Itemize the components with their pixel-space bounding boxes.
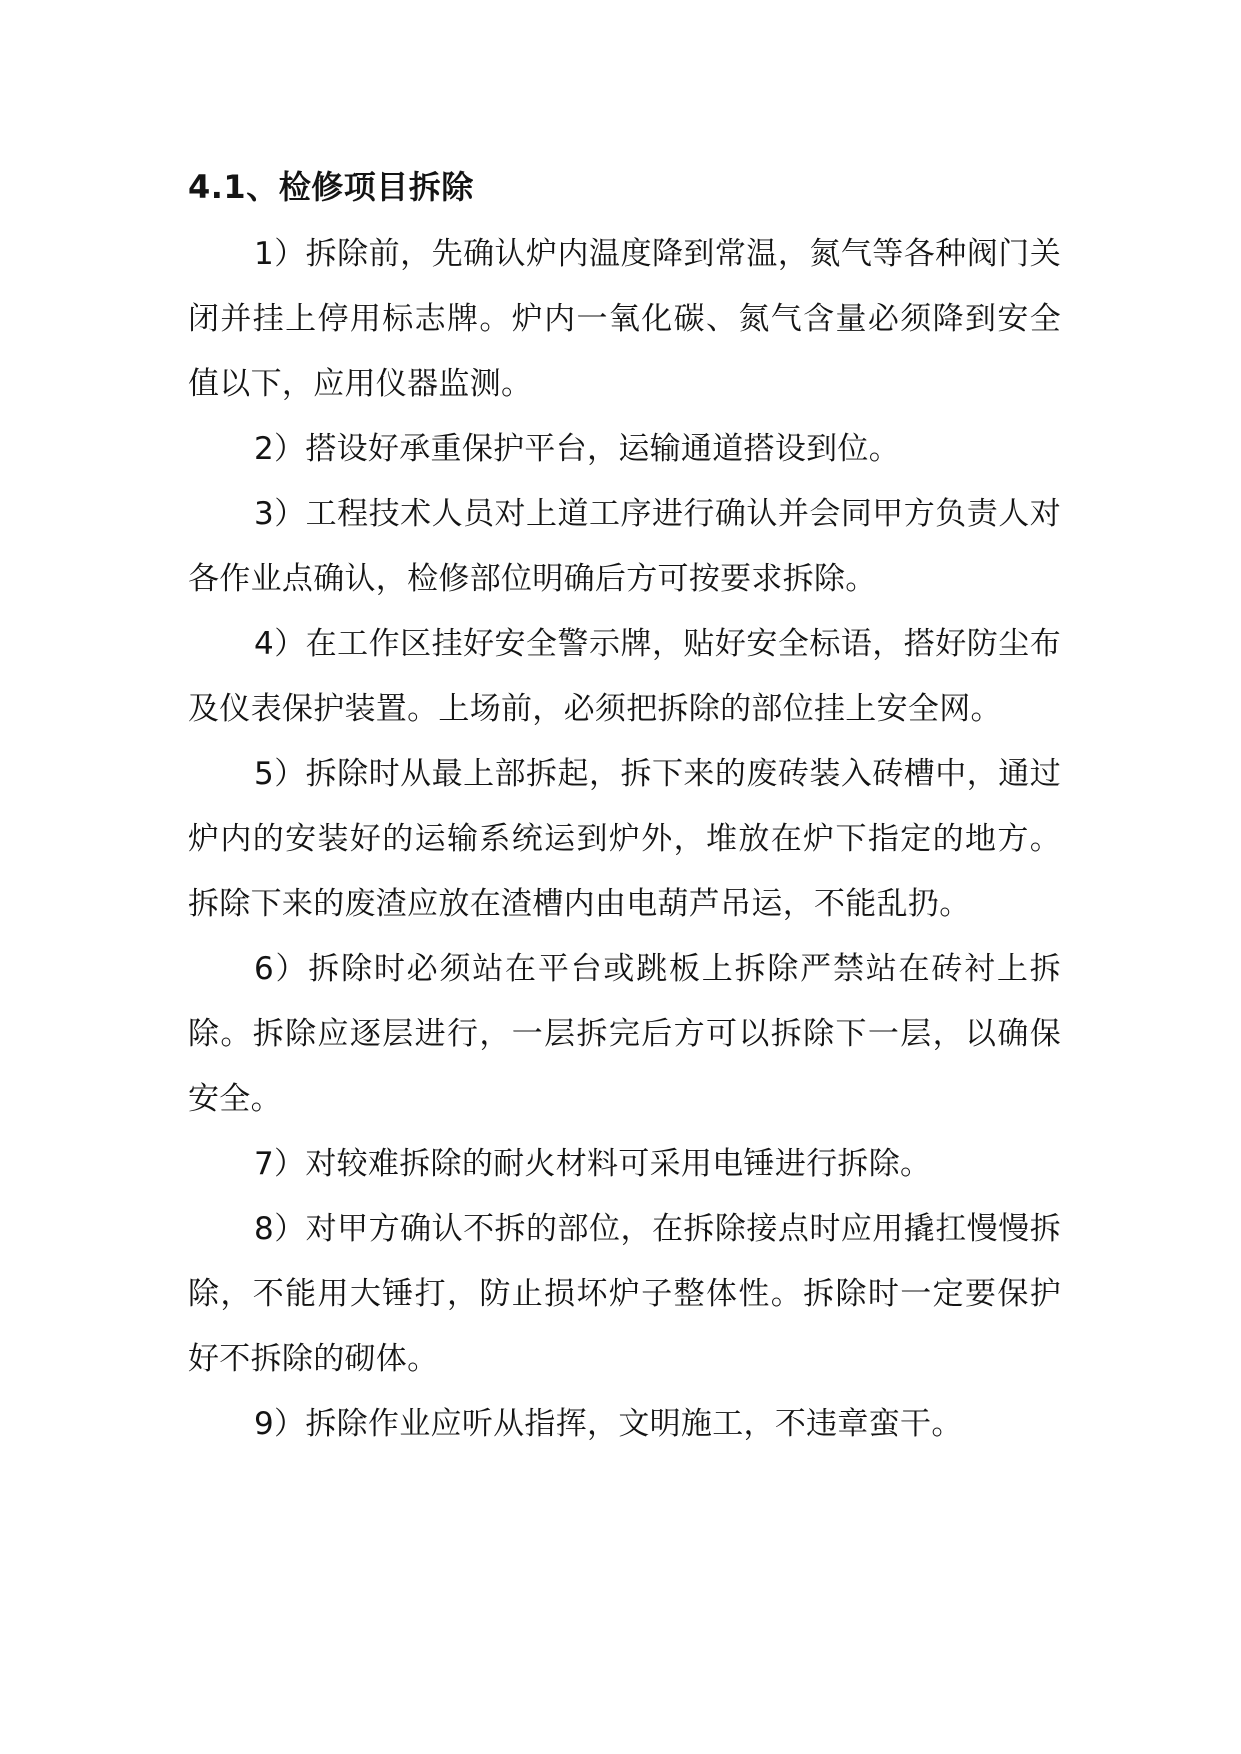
paragraph-7: 7）对较难拆除的耐火材料可采用电锤进行拆除。 xyxy=(254,1146,932,1182)
paragraph-4: 4）在工作区挂好安全警示牌，贴好安全标语，搭好防尘布及仪表保护装置。上场前，必须把拆除的部位挂上安全网。 xyxy=(188,626,1061,727)
section-heading: 4.1、检修项目拆除 xyxy=(188,168,474,206)
paragraph-6: 6）拆除时必须站在平台或跳板上拆除严禁站在砖衬上拆除。拆除应逐层进行，一层拆完后方可以拆除下一层，以确保安全。 xyxy=(188,951,1061,1117)
paragraph-3: 3）工程技术人员对上道工序进行确认并会同甲方负责人对各作业点确认，检修部位明确后方可按要求拆除。 xyxy=(188,496,1061,597)
paragraph-8: 8）对甲方确认不拆的部位，在拆除接点时应用撬扛慢慢拆除，不能用大锤打，防止损坏炉子整体性。拆除时一定要保护好不拆除的砌体。 xyxy=(188,1211,1061,1377)
paragraph-9: 9）拆除作业应听从指挥，文明施工，不违章蛮干。 xyxy=(254,1406,963,1442)
paragraph-1: 1）拆除前，先确认炉内温度降到常温，氮气等各种阀门关闭并挂上停用标志牌。炉内一氧化碳、氮气含量必须降到安全值以下，应用仪器监测。 xyxy=(188,236,1061,402)
paragraph-5: 5）拆除时从最上部拆起，拆下来的废砖装入砖槽中，通过炉内的安装好的运输系统运到炉外，堆放在炉下指定的地方。拆除下来的废渣应放在渣槽内由电葫芦吊运，不能乱扔。 xyxy=(188,756,1061,922)
paragraph-2: 2）搭设好承重保护平台，运输通道搭设到位。 xyxy=(254,431,901,467)
document-body xyxy=(188,160,1061,1457)
